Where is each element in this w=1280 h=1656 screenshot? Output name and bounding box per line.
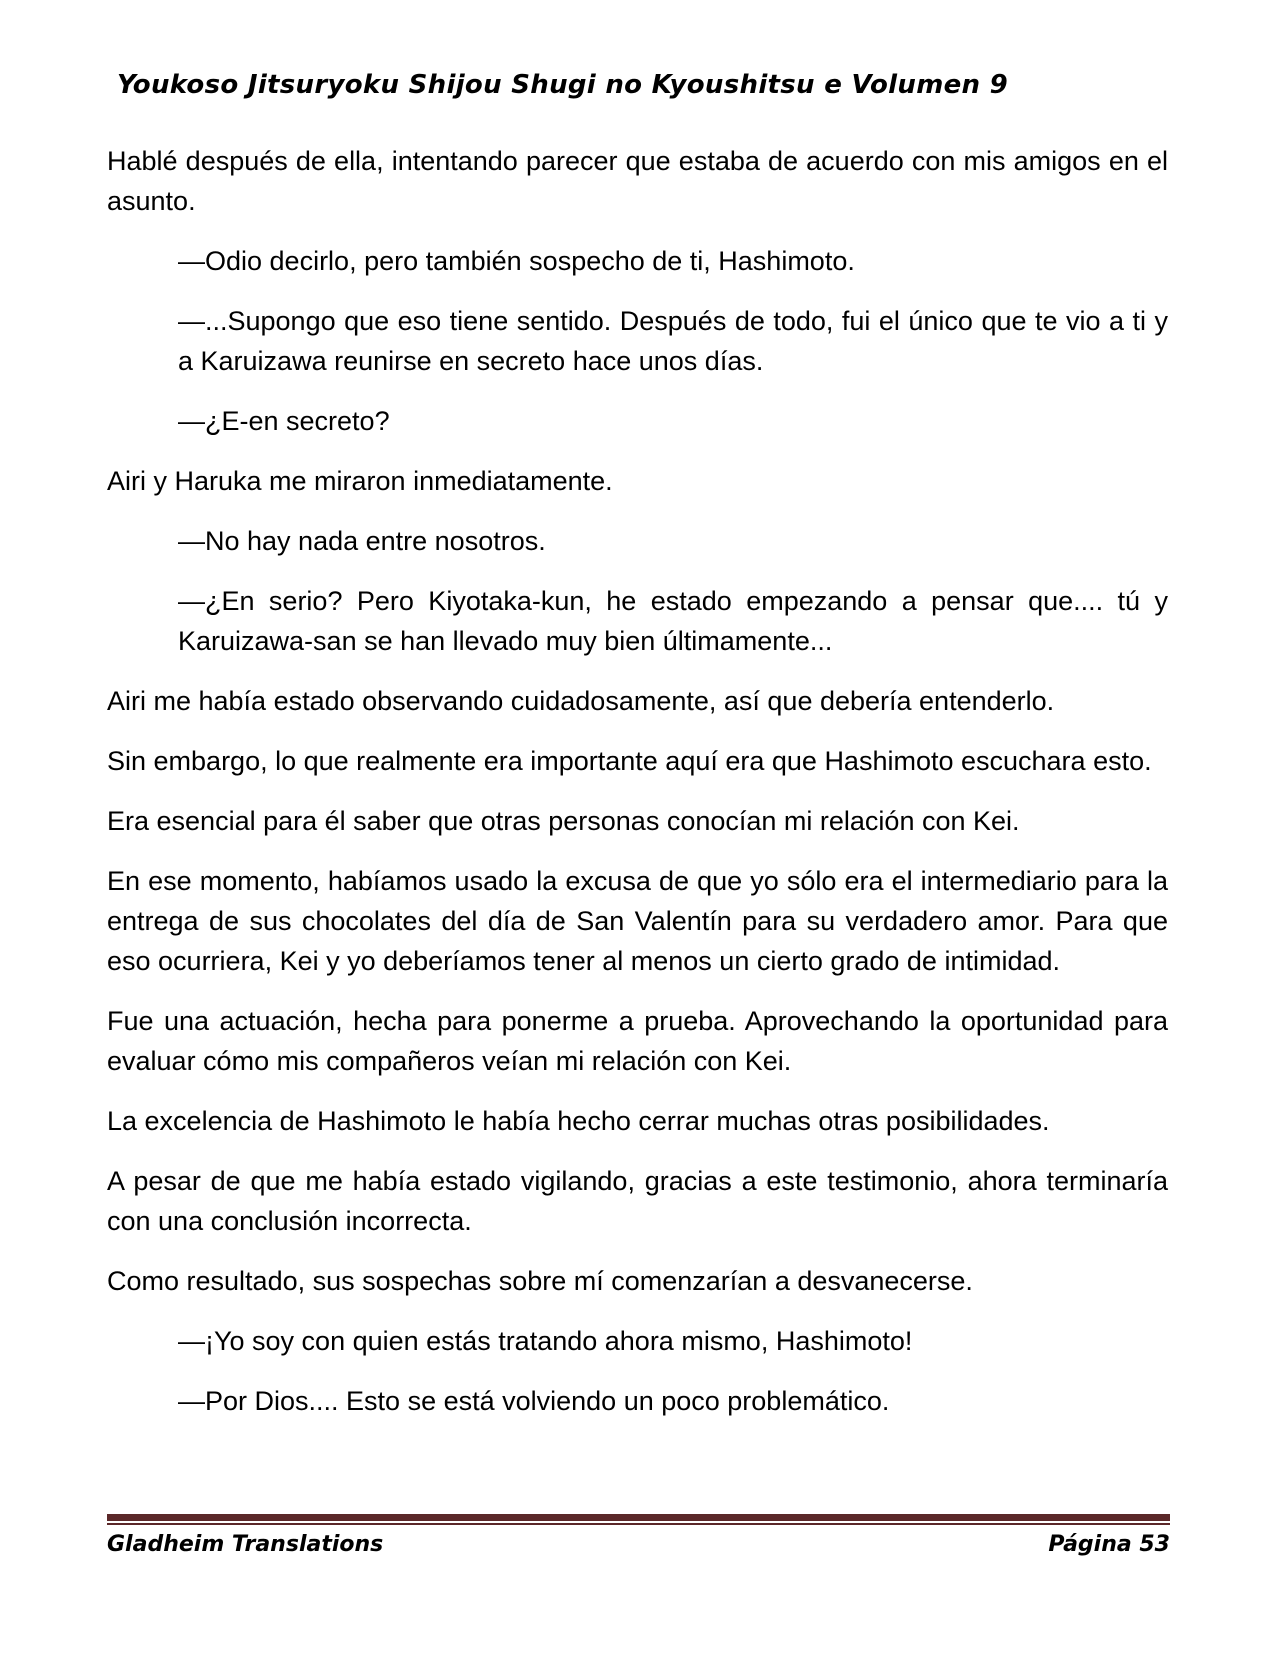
dialogue-paragraph: —Por Dios.... Esto se está volviendo un poco problemático. — [178, 1386, 890, 1416]
footer-row — [107, 1532, 1170, 1557]
body-paragraph: Sin embargo, lo que realmente era importante aquí era que Hashimoto escuchara esto. — [107, 746, 1152, 776]
footer-rule-thick — [107, 1514, 1170, 1521]
body-paragraph: Airi me había estado observando cuidadosamente, así que debería entenderlo. — [107, 686, 1055, 716]
footer-translator-credit: Gladheim Translations — [107, 1532, 384, 1557]
body-paragraph: Airi y Haruka me miraron inmediatamente. — [107, 466, 613, 496]
page-body — [107, 141, 1168, 1441]
footer-rule-thin — [107, 1523, 1170, 1525]
body-paragraph: Hablé después de ella, intentando parecer que estaba de acuerdo con mis amigos en el asunto. — [107, 146, 1168, 216]
body-paragraph: Como resultado, sus sospechas sobre mí comenzarían a desvanecerse. — [107, 1266, 973, 1296]
dialogue-paragraph: —No hay nada entre nosotros. — [178, 526, 546, 556]
body-paragraph: Era esencial para él saber que otras personas conocían mi relación con Kei. — [107, 806, 1020, 836]
dialogue-paragraph: —Odio decirlo, pero también sospecho de ti, Hashimoto. — [178, 246, 855, 276]
body-paragraph: En ese momento, habíamos usado la excusa de que yo sólo era el intermediario para la entrega de sus chocolates del día de San Valentín para su verdadero amor. Para que eso ocurriera, Kei y yo deberíamos tener al menos un cierto grado de intimidad. — [107, 866, 1168, 976]
dialogue-paragraph: —...Supongo que eso tiene sentido. Después de todo, fui el único que te vio a ti y a Karuizawa reunirse en secreto hace unos días. — [178, 306, 1168, 376]
body-paragraph: Fue una actuación, hecha para ponerme a prueba. Aprovechando la oportunidad para evaluar cómo mis compañeros veían mi relación con Kei. — [107, 1006, 1168, 1076]
dialogue-paragraph: —¿E-en secreto? — [178, 406, 390, 436]
dialogue-paragraph: —¿En serio? Pero Kiyotaka-kun, he estado empezando a pensar que.... tú y Karuizawa-san se han llevado muy bien últimamente... — [178, 586, 1168, 656]
body-paragraph: La excelencia de Hashimoto le había hecho cerrar muchas otras posibilidades. — [107, 1106, 1050, 1136]
dialogue-paragraph: —¡Yo soy con quien estás tratando ahora mismo, Hashimoto! — [178, 1326, 913, 1356]
body-paragraph: A pesar de que me había estado vigilando, gracias a este testimonio, ahora terminaría con una conclusión incorrecta. — [107, 1166, 1168, 1236]
page-footer — [107, 1514, 1170, 1557]
footer-page-number: Página 53 — [1048, 1532, 1170, 1557]
page-header-title: Youkoso Jitsuryoku Shijou Shugi no Kyoushitsu e Volumen 9 — [117, 70, 1009, 100]
